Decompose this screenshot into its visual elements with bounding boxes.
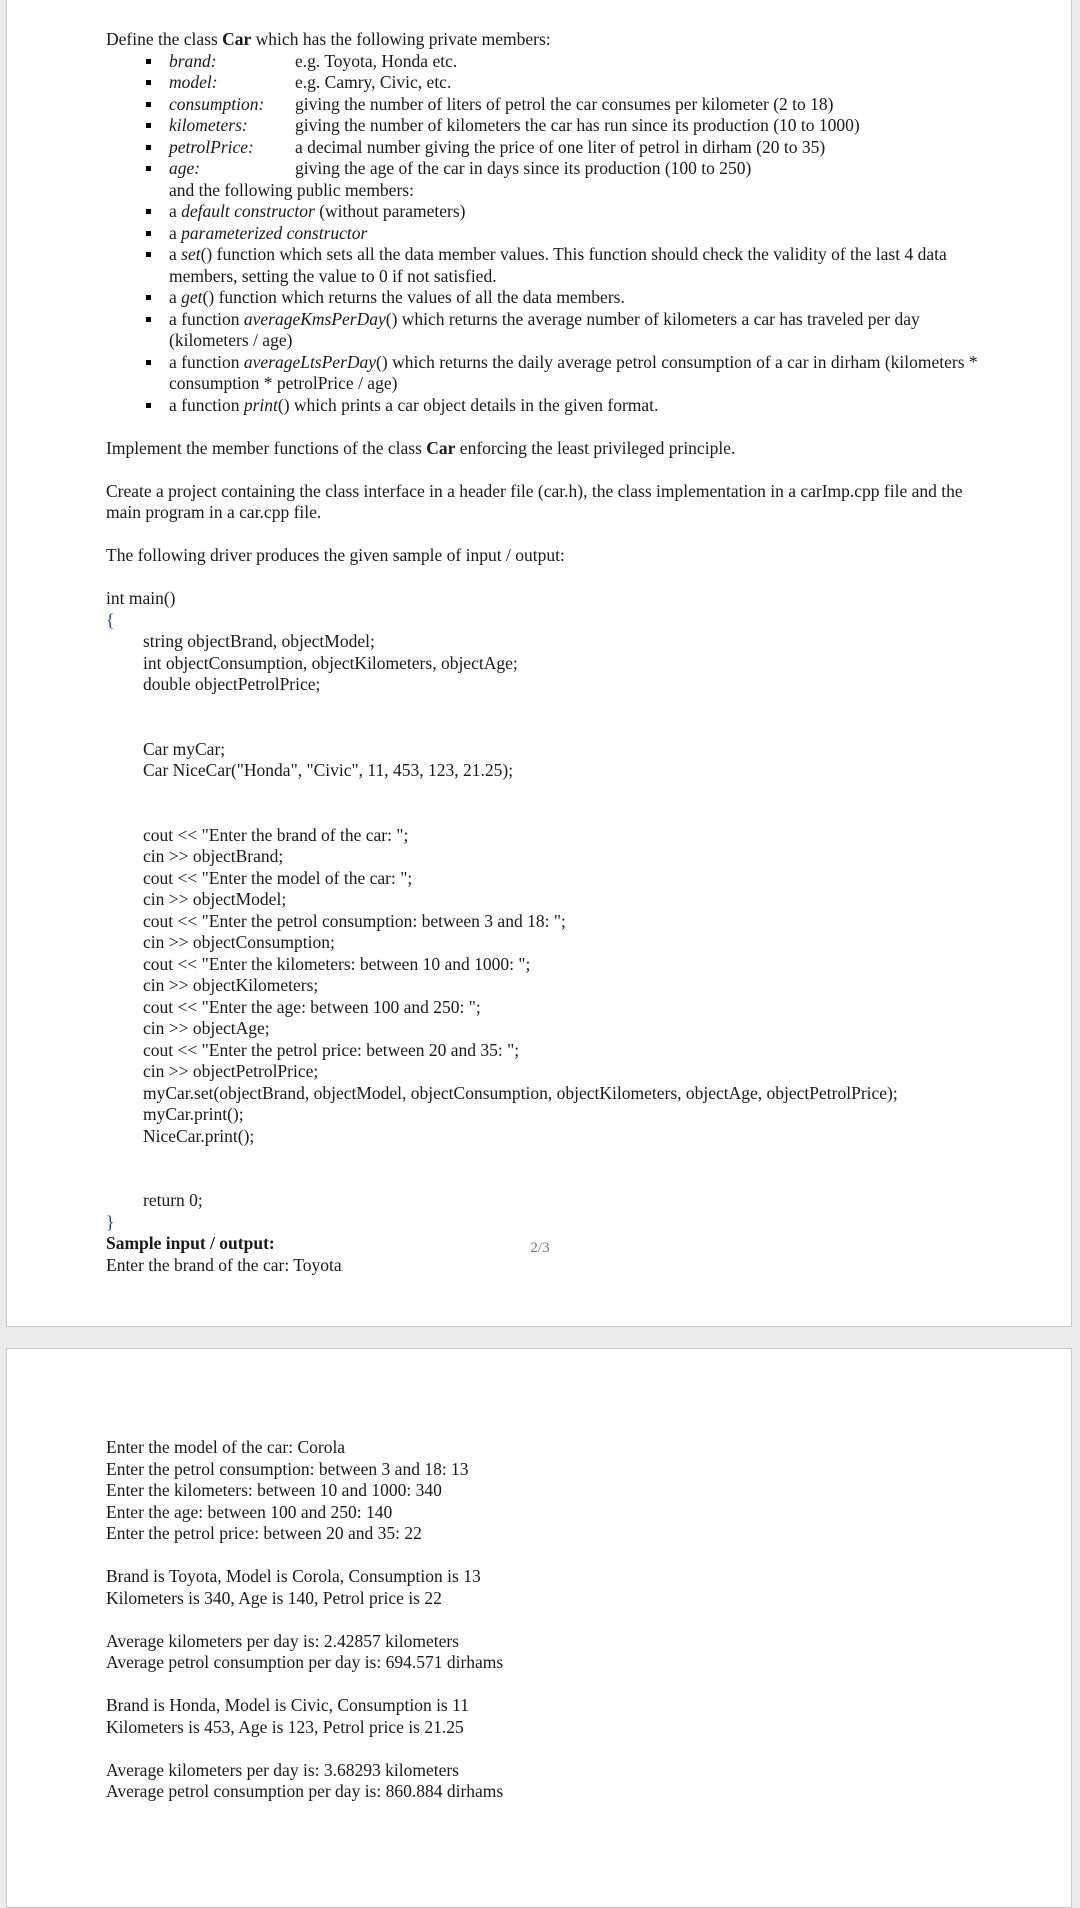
public-member-pre: a function [169, 351, 244, 372]
page-1-content [106, 29, 986, 1276]
sample-line: Enter the kilometers: between 10 and 1000: 340 [106, 1480, 442, 1500]
project-paragraph: Create a project containing the class interface in a header file (car.h), the class implementation in a carImp.cpp file and the main program in a car.cpp file. [106, 480, 963, 522]
public-member-name: averageLtsPerDay [243, 351, 377, 372]
private-member-item [106, 72, 986, 94]
code-line: cin >> objectAge; [143, 1018, 270, 1038]
code-line: Car myCar; [143, 738, 226, 759]
implement-paragraph [106, 438, 986, 460]
public-member-name: set [181, 244, 201, 264]
member-name: model: [169, 72, 218, 92]
public-member-pre: a [169, 222, 182, 243]
public-member-name: print [243, 394, 278, 415]
public-member-name: default constructor [181, 201, 315, 221]
sample-line: Brand is Honda, Model is Civic, Consumption is 11 [106, 1695, 469, 1715]
code-line: cout << "Enter the petrol consumption: between 3 and 18: "; [143, 910, 566, 931]
code-line: double objectPetrolPrice; [143, 674, 321, 694]
intro-class-name: Car [222, 29, 252, 49]
code-line: cout << "Enter the model of the car: "; [143, 867, 413, 888]
public-member-post: () which prints a car object details in the given format. [277, 394, 659, 415]
code-line: myCar.set(objectBrand, objectModel, objectConsumption, objectKilometers, objectAge, objectPetrolPrice); [143, 1082, 898, 1103]
public-member-pre: a [169, 287, 182, 307]
public-member-pre: a [169, 244, 182, 264]
code-line: NiceCar.print(); [143, 1125, 255, 1146]
member-desc: giving the number of kilometers the car has run since its production (10 to 1000) [295, 115, 860, 135]
page-number: 2/3 [530, 1240, 550, 1256]
sample-line: Average kilometers per day is: 2.42857 kilometers [106, 1630, 459, 1651]
code-line: cin >> objectModel; [143, 889, 287, 909]
code-line: string objectBrand, objectModel; [143, 631, 375, 651]
private-member-item [106, 137, 986, 159]
sample-line: Average kilometers per day is: 3.68293 kilometers [106, 1759, 459, 1780]
public-member-name: averageKmsPerDay [243, 308, 386, 329]
code-line: Car NiceCar("Honda", "Civic", 11, 453, 123, 21.25); [143, 760, 514, 780]
sample-line: Enter the petrol consumption: between 3 and 18: 13 [106, 1458, 469, 1479]
member-desc: giving the age of the car in days since its production (100 to 250) [295, 158, 752, 178]
code-line: cout << "Enter the brand of the car: "; [143, 824, 409, 845]
sample-line: Enter the petrol price: between 20 and 35: 22 [106, 1523, 422, 1543]
public-member-name: parameterized constructor [181, 222, 368, 243]
sample-line: Brand is Toyota, Model is Corola, Consumption is 13 [106, 1566, 481, 1586]
public-member-item [106, 223, 986, 245]
member-name: kilometers: [169, 115, 248, 135]
public-members-list [106, 201, 986, 416]
sample-line: Enter the age: between 100 and 250: 140 [106, 1501, 393, 1522]
private-members-list [106, 51, 986, 180]
public-member-pre: a [169, 201, 182, 221]
public-member-name: get [181, 287, 203, 307]
code-line: cin >> objectConsumption; [143, 932, 335, 952]
intro-line [106, 29, 986, 51]
code-line: cin >> objectKilometers; [143, 975, 319, 995]
public-member-post: () which returns the average number of kilometers a car has traveled per day (kilometers / age) [169, 308, 920, 350]
public-member-post: () function which returns the values of all the data members. [202, 287, 625, 307]
page-2-content [106, 1437, 986, 1803]
private-member-item [106, 94, 986, 116]
member-desc: giving the number of liters of petrol the car consumes per kilometer (2 to 18) [295, 93, 834, 114]
member-name: petrolPrice: [169, 136, 254, 157]
implement-class-name: Car [426, 437, 456, 458]
public-member-post: () function which sets all the data member values. This function should check the validity of the last 4 data members, setting the value to 0 if not satisfied. [169, 244, 947, 286]
public-member-pre: a function [169, 308, 244, 329]
implement-post: enforcing the least privileged principle. [455, 437, 736, 458]
code-line: int main() [106, 588, 176, 608]
sample-line: Average petrol consumption per day is: 694.571 dirhams [106, 1652, 504, 1672]
member-name: brand: [169, 50, 217, 71]
public-member-post: (without parameters) [314, 201, 466, 221]
public-member-item [106, 395, 986, 417]
member-desc: a decimal number giving the price of one liter of petrol in dirham (20 to 35) [295, 136, 826, 157]
sample-heading-text: Sample input / output: [106, 1233, 275, 1253]
intro-text-pre: Define the class [106, 29, 223, 49]
code-block [106, 588, 986, 1233]
sample-line: Enter the brand of the car: Toyota [106, 1254, 342, 1275]
member-name: consumption: [169, 93, 265, 114]
public-member-item [106, 201, 986, 223]
member-desc: e.g. Camry, Civic, etc. [295, 72, 452, 92]
document-page-1 [6, 0, 1072, 1327]
driver-intro: The following driver produces the given sample of input / output: [106, 545, 565, 565]
code-line: cout << "Enter the kilometers: between 10 and 1000: "; [143, 953, 531, 974]
public-member-item [106, 244, 986, 287]
code-line: int objectConsumption, objectKilometers, objectAge; [143, 652, 518, 673]
private-member-item [106, 115, 986, 137]
sample-line: Kilometers is 453, Age is 123, Petrol price is 21.25 [106, 1716, 464, 1737]
public-member-item [106, 309, 986, 352]
public-member-post: () which returns the daily average petrol consumption of a car in dirham (kilometers * consumption * petrolPrice / age) [169, 351, 978, 393]
code-line: cout << "Enter the age: between 100 and 250: "; [143, 996, 481, 1017]
public-member-pre: a function [169, 394, 244, 415]
private-member-item [106, 158, 986, 180]
public-member-item [106, 352, 986, 395]
member-desc: e.g. Toyota, Honda etc. [295, 50, 458, 71]
member-name: age: [169, 158, 201, 178]
code-line: cout << "Enter the petrol price: between 20 and 35: "; [143, 1039, 520, 1060]
implement-pre: Implement the member functions of the class [106, 437, 427, 458]
public-member-item [106, 287, 986, 309]
public-intro: and the following public members: [169, 179, 414, 200]
sample-line: Kilometers is 340, Age is 140, Petrol price is 22 [106, 1587, 442, 1608]
sample-line: Enter the model of the car: Corola [106, 1437, 346, 1457]
code-line: cin >> objectBrand; [143, 846, 284, 866]
code-line: cin >> objectPetrolPrice; [143, 1061, 319, 1081]
code-line: } [106, 1211, 115, 1232]
code-line: myCar.print(); [143, 1104, 244, 1124]
document-page-2 [6, 1348, 1072, 1908]
private-member-item [106, 51, 986, 73]
intro-text-post: which has the following private members: [251, 29, 551, 49]
sample-line: Average petrol consumption per day is: 860.884 dirhams [106, 1781, 504, 1801]
code-line: return 0; [143, 1190, 203, 1210]
code-line: { [106, 609, 115, 630]
